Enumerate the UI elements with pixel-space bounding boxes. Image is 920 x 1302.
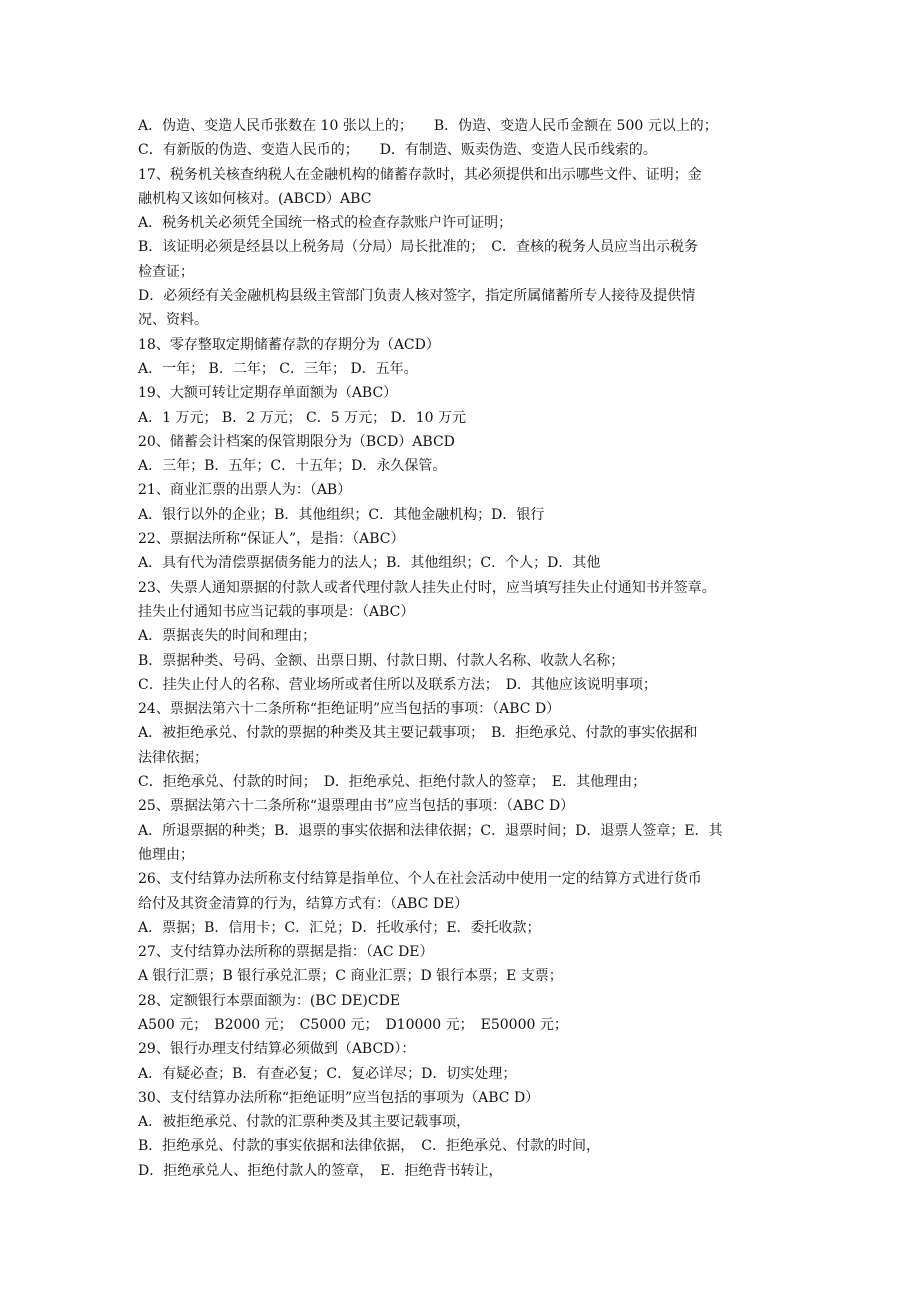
text-line: 融机构又该如何核对。(ABCD）ABC [138,190,372,207]
text-line: A．被拒绝承兑、付款的票据的种类及其主要记载事项； B．拒绝承兑、付款的事实依据和 [138,725,698,742]
text-line: A．伪造、变造人民币张数在 10 张以上的； B．伪造、变造人民币金额在 500 元以上的； [138,118,718,134]
text-line: 挂失止付通知书应当记载的事项是：（ABC） [138,603,415,620]
text-line: 法律依据； [138,749,208,766]
text-line: A500 元； B2000 元； C5000 元； D10000 元； E50000 元； [138,1016,568,1033]
text-line: A．票据；B．信用卡；C．汇兑；D．托收承付；E．委托收款； [138,919,541,936]
text-line: A．税务机关必须凭全国统一格式的检查存款账户许可证明； [138,215,513,232]
question-29-stem: 29、银行办理支付结算必须做到（ABCD）： [138,1041,416,1058]
question-22-stem: 22、票据法所称“保证人”，是指：（ABC） [138,531,405,548]
text-line: D．必须经有关金融机构县级主管部门负责人核对签字，指定所属储蓄所专人接待及提供情 [138,288,696,305]
text-line: C．拒绝承兑、付款的时间； D．拒绝承兑、拒绝付款人的签章； E．其他理由； [138,774,647,791]
text-line: A．1 万元； B．2 万元； C．5 万元； D．10 万元 [138,409,467,426]
text-line: D．拒绝承兑人、拒绝付款人的签章， E．拒绝背书转让， [138,1162,503,1179]
question-19-stem: 19、大额可转让定期存单面额为（ABC） [138,385,398,402]
text-line: A．票据丧失的时间和理由； [138,628,317,645]
text-line: 他理由； [138,846,194,863]
text-line: B．拒绝承兑、付款的事实依据和法律依据， C．拒绝承兑、付款的时间， [138,1138,600,1155]
text-line: A．所退票据的种类；B．退票的事实依据和法律依据；C．退票时间；D．退票人签章；E．其 [138,822,723,839]
text-line: A．银行以外的企业；B．其他组织；C．其他金融机构；D．银行 [138,506,545,523]
text-line: C．有新版的伪造、变造人民币的； D．有制造、贩卖伪造、变造人民币线索的。 [138,142,657,159]
text-line: A．被拒绝承兑、付款的汇票种类及其主要记载事项， [138,1114,471,1131]
question-21-stem: 21、商业汇票的出票人为：（AB） [138,482,352,499]
question-24-stem: 24、票据法第六十二条所称“拒绝证明”应当包括的事项：（ABC D） [138,701,561,718]
text-line: B．票据种类、号码、金额、出票日期、付款日期、付款人名称、收款人名称； [138,652,625,669]
text-line: A．有疑必查；B．有查必复；C．复必详尽；D．切实处理； [138,1065,517,1082]
text-line: 给付及其资金清算的行为，结算方式有：（ABC DE） [138,895,469,912]
text-line: A．三年；B．五年；C．十五年；D．永久保管。 [138,458,447,475]
text-line: 检查证； [138,263,194,280]
text-line: B．该证明必须是经县以上税务局（分局）局长批准的； C．查核的税务人员应当出示税务 [138,239,698,256]
document-body [138,114,798,1183]
text-line: A．一年； B．二年； C．三年； D．五年。 [138,360,418,377]
text-line: A 银行汇票；B 银行承兑汇票；C 商业汇票；D 银行本票；E 支票； [138,968,563,985]
question-25-stem: 25、票据法第六十二条所称“退票理由书”应当包括的事项：（ABC D） [138,798,575,815]
question-28-stem: 28、定额银行本票面额为：(BC DE)CDE [138,992,401,1009]
text-line: C．挂失止付人的名称、营业场所或者住所以及联系方法； D．其他应该说明事项； [138,676,657,693]
question-30-stem: 30、支付结算办法所称“拒绝证明”应当包括的事项为（ABC D） [138,1089,540,1106]
question-26-stem: 26、支付结算办法所称支付结算是指单位、个人在社会活动中使用一定的结算方式进行货币 [138,871,702,888]
text-line: 况、资料。 [138,312,208,329]
question-17-stem: 17、税务机关核查纳税人在金融机构的储蓄存款时，其必须提供和出示哪些文件、证明；金 [138,166,702,183]
question-23-stem: 23、失票人通知票据的付款人或者代理付款人挂失止付时，应当填写挂失止付通知书并签章。 [138,579,716,596]
question-20-stem: 20、储蓄会计档案的保管期限分为（BCD）ABCD [138,433,455,450]
question-18-stem: 18、零存整取定期储蓄存款的存期分为（ACD） [138,336,440,353]
question-27-stem: 27、支付结算办法所称的票据是指：（AC DE） [138,944,434,961]
text-line: A．具有代为清偿票据债务能力的法人；B．其他组织；C．个人；D．其他 [138,555,601,572]
